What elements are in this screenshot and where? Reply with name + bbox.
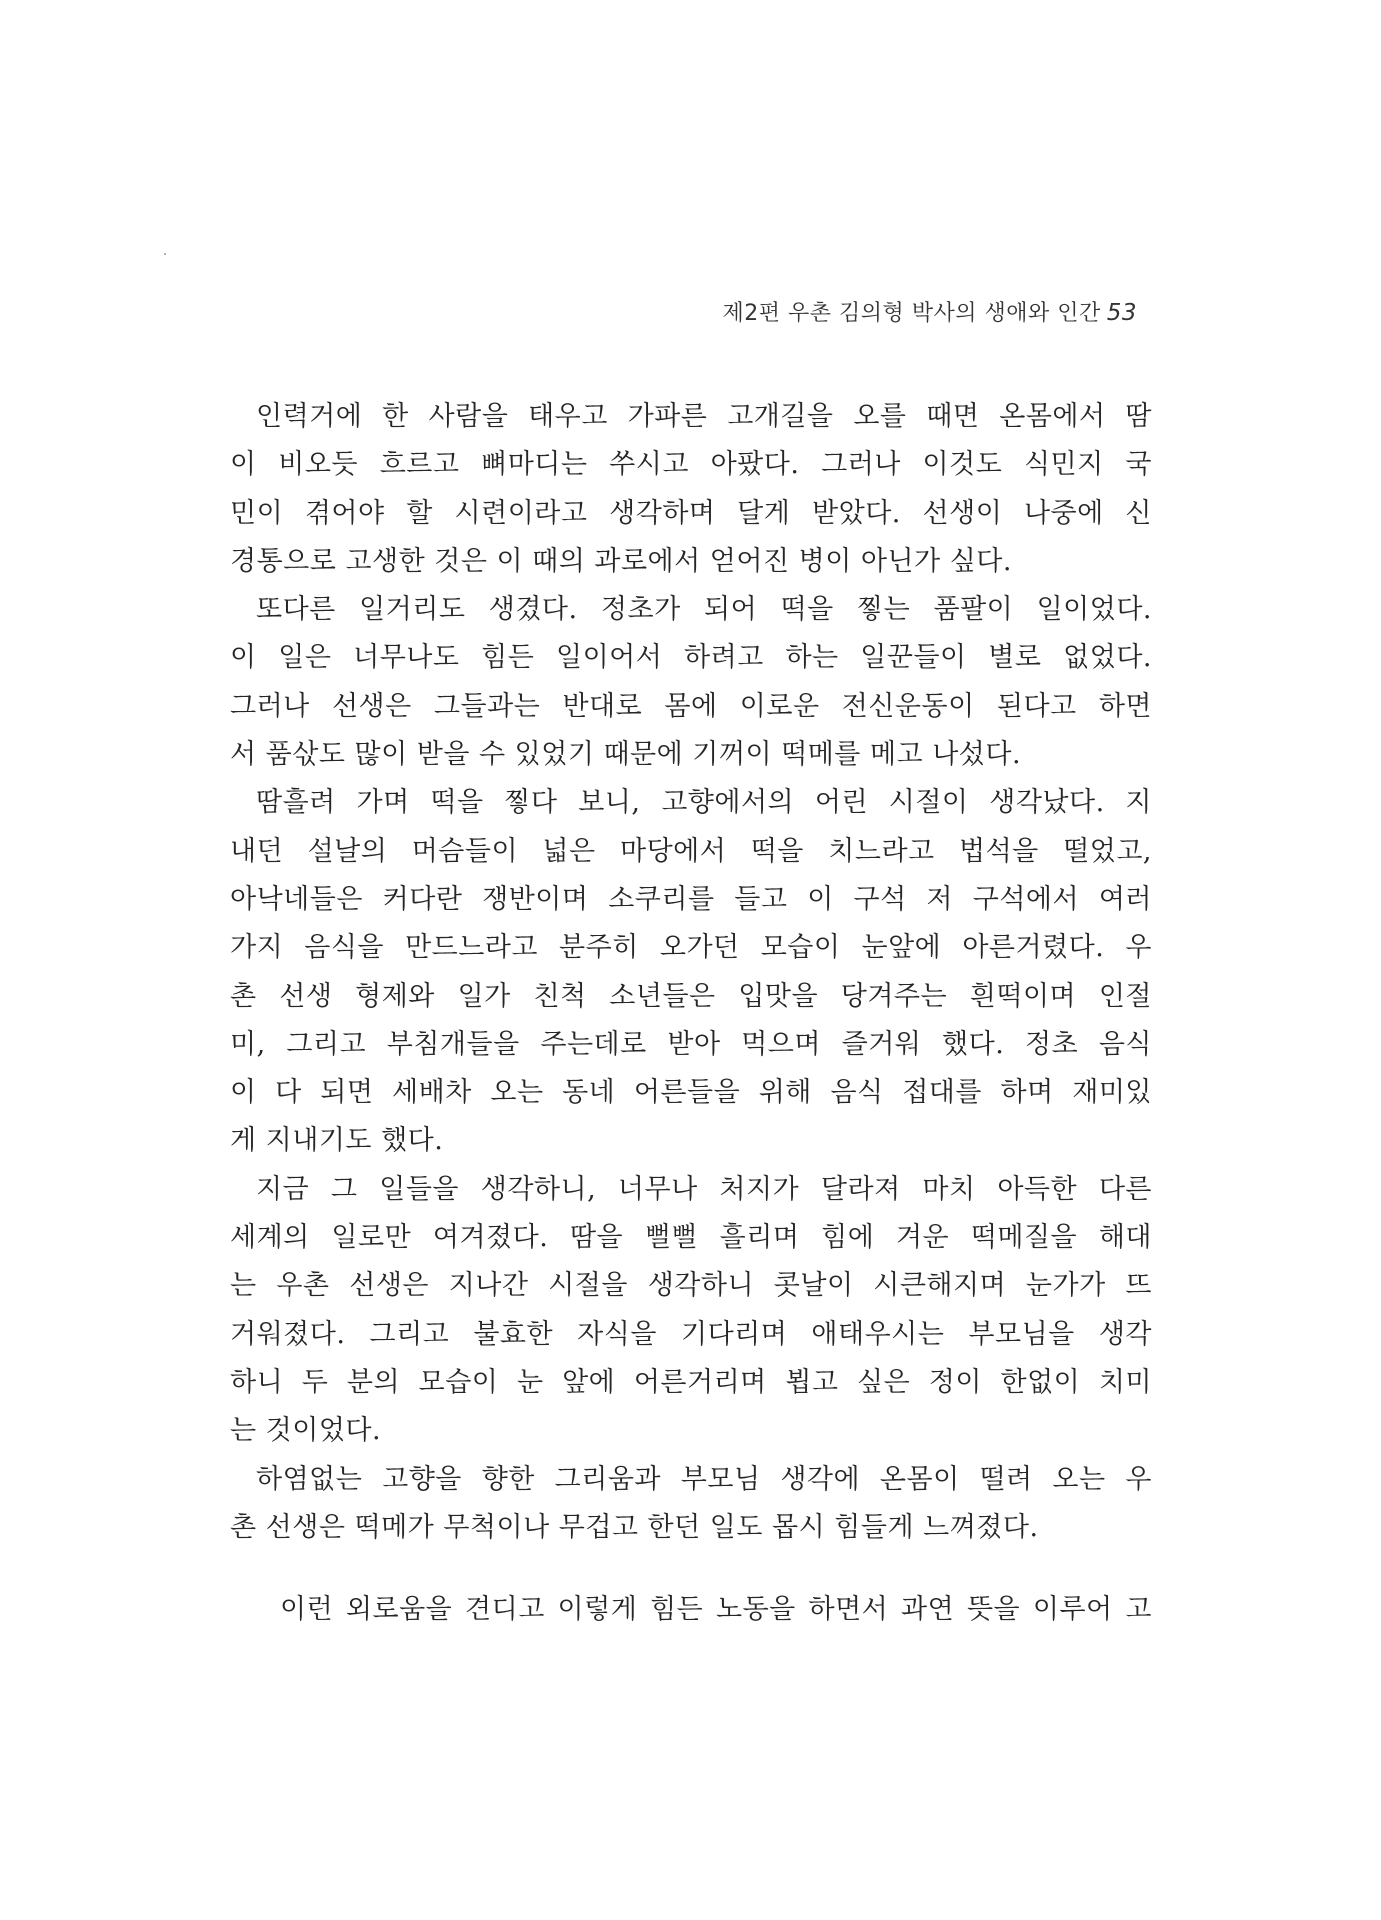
- text-line: 는 우촌 선생은 지나간 시절을 생각하니 콧날이 시큰해지며 눈가가 뜨: [230, 1270, 1152, 1302]
- text-line: 민이 겪어야 할 시련이라고 생각하며 달게 받았다. 선생이 나중에 신: [230, 497, 1152, 529]
- text-line: 아낙네들은 커다란 쟁반이며 소쿠리를 들고 이 구석 저 구석에서 여러: [230, 883, 1152, 915]
- text-line: 땀흘려 가며 떡을 찧다 보니, 고향에서의 어린 시절이 생각났다. 지: [256, 787, 1152, 819]
- text-line: 그러나 선생은 그들과는 반대로 몸에 이로운 전신운동이 된다고 하면: [230, 690, 1152, 722]
- text-line: 는 것이었다.: [230, 1415, 382, 1447]
- text-line: 미, 그리고 부침개들을 주는데로 받아 먹으며 즐거워 했다. 정초 음식: [230, 1028, 1152, 1060]
- text-line: 촌 선생 형제와 일가 친척 소년들은 입맛을 당겨주는 흰떡이며 인절: [230, 980, 1152, 1012]
- body-text: [230, 393, 1152, 1634]
- text-line: 촌 선생은 떡메가 무척이나 무겁고 한던 일도 몹시 힘들게 느껴졌다.: [230, 1511, 1039, 1543]
- text-line: 이 일은 너무나도 힘든 일이어서 하려고 하는 일꾼들이 별로 없었다.: [230, 642, 1152, 674]
- text-line: 경통으로 고생한 것은 이 때의 과로에서 얻어진 병이 아닌가 싶다.: [230, 545, 1012, 577]
- page-number: 53: [1106, 300, 1137, 326]
- chapter-title: 제2편 우촌 김의형 박사의 생애와 인간: [722, 301, 1101, 326]
- text-line: 내던 설날의 머슴들이 넓은 마당에서 떡을 치느라고 법석을 떨었고,: [230, 835, 1152, 867]
- text-line: 인력거에 한 사람을 태우고 가파른 고개길을 오를 때면 온몸에서 땀: [256, 401, 1152, 432]
- scan-speck: [164, 253, 166, 255]
- text-line: 게 지내기도 했다.: [230, 1125, 444, 1157]
- text-line: 이런 외로움을 견디고 이렇게 힘든 노동을 하면서 과연 뜻을 이루어 고: [280, 1594, 1152, 1626]
- section-break: [230, 1552, 1152, 1586]
- running-header: [722, 296, 1137, 327]
- text-line: 세계의 일로만 여겨졌다. 땀을 뻘뻘 흘리며 힘에 겨운 떡메질을 해대: [230, 1222, 1152, 1254]
- text-line: 서 품삯도 많이 받을 수 있었기 때문에 기꺼이 떡메를 메고 나섰다.: [230, 739, 1022, 771]
- text-line: 지금 그 일들을 생각하니, 너무나 처지가 달라져 마치 아득한 다른: [256, 1173, 1152, 1205]
- text-line: 이 비오듯 흐르고 뼈마디는 쑤시고 아팠다. 그러나 이것도 식민지 국: [230, 449, 1152, 481]
- text-line: 하니 두 분의 모습이 눈 앞에 어른거리며 뵙고 싶은 정이 한없이 치미: [230, 1366, 1152, 1398]
- text-line: 이 다 되면 세배차 오는 동네 어른들을 위해 음식 접대를 하며 재미있: [230, 1077, 1152, 1109]
- text-line: 거워졌다. 그리고 불효한 자식을 기다리며 애태우시는 부모님을 생각: [230, 1318, 1152, 1350]
- text-line: 또다른 일거리도 생겼다. 정초가 되어 떡을 찧는 품팔이 일이었다.: [256, 594, 1152, 626]
- text-line: 가지 음식을 만드느라고 분주히 오가던 모습이 눈앞에 아른거렸다. 우: [230, 932, 1152, 964]
- text-line: 하염없는 고향을 향한 그리움과 부모님 생각에 온몸이 떨려 오는 우: [256, 1463, 1152, 1495]
